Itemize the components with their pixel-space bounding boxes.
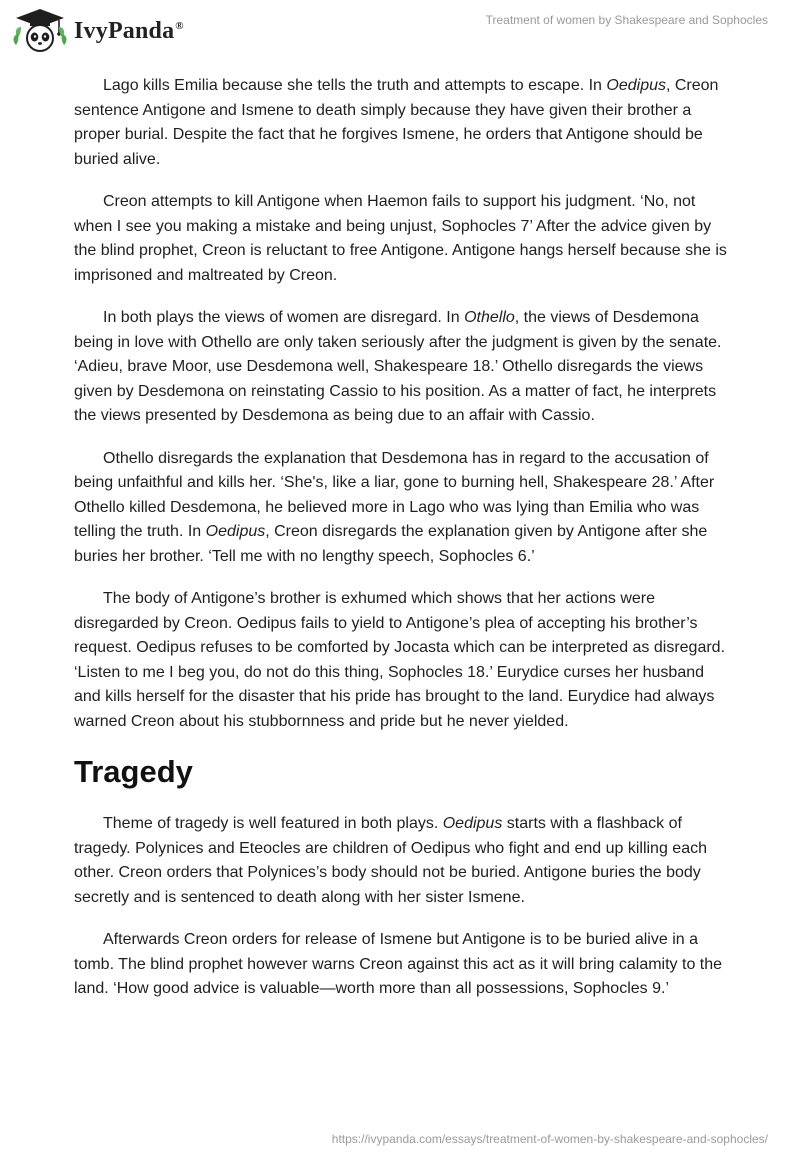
- paragraph: [74, 812, 734, 910]
- essay-body: [74, 74, 734, 1020]
- italic-title: Oedipus: [205, 523, 266, 540]
- paragraph: [74, 447, 734, 570]
- italic-title: Oedipus: [606, 77, 666, 94]
- paragraph: [74, 306, 734, 429]
- paragraph-text: , the views of Desdemona being in love with Othello are only taken seriously after the judgment is given by the senate. ‘Adieu, brave Moor, use Desdemona well, Shakespeare 18.’ Othello disregards the views given by Desdemona on reinstating Cassio to his position. As a matter of fact, he interprets the views presented by Desdemona as being due to an affair with Cassio.: [74, 309, 722, 424]
- paragraph-text: Theme of tragedy is well featured in both plays.: [103, 815, 443, 832]
- section-paragraphs: [74, 812, 734, 1002]
- brand-name: IvyPanda®: [74, 17, 184, 44]
- essay-paragraphs: [74, 74, 734, 734]
- document-title: Treatment of women by Shakespeare and Sophocles: [485, 13, 768, 27]
- paragraph-text: The body of Antigone’s brother is exhumed which shows that her actions were disregarded by Creon. Oedipus fails to yield to Antigone’s plea of accepting his brother’s request. Oedipus refuses to be comforted by Jocasta which can be interpreted as disregard. ‘Listen to me I beg you, do not do this thing, Sophocles 18.’ Eurydice curses her husband and kills herself for the disaster that his pride has brought to the land. Eurydice had always warned Creon about his stubbornness and pride but he never yielded.: [74, 590, 726, 730]
- paragraph-text: In both plays the views of women are disregard. In: [103, 309, 465, 326]
- paragraph-text: Creon attempts to kill Antigone when Haemon fails to support his judgment. ‘No, not when I see you making a mistake and being unjust, Sophocles 7’ After the advice given by the blind prophet, Creon is reluctant to free Antigone. Antigone hangs herself because she is imprisoned and maltreated by Creon.: [74, 193, 727, 284]
- brand-logo[interactable]: [12, 7, 184, 55]
- section-heading: Tragedy: [74, 754, 193, 789]
- source-url[interactable]: https://ivypanda.com/essays/treatment-of-women-by-shakespeare-and-sophocles/: [331, 1132, 768, 1146]
- paragraph-text: Afterwards Creon orders for release of Ismene but Antigone is to be buried alive in a tomb. The blind prophet however warns Creon against this act as it will bring calamity to the land. ‘How good advice is valuable—worth more than all possessions, Sophocles 9.’: [74, 931, 723, 997]
- paragraph-text: starts with a flashback of tragedy. Polynices and Eteocles are children of Oedipus who fight and end up killing each other. Creon orders that Polynices’s body should not be buried. Antigone buries the body secretly and is sentenced to death along with her sister Ismene.: [74, 815, 707, 906]
- paragraph-text: Lago kills Emilia because she tells the truth and attempts to escape. In: [103, 77, 607, 94]
- paragraph: [74, 74, 734, 172]
- italic-title: Othello: [464, 309, 515, 326]
- italic-title: Oedipus: [442, 815, 503, 832]
- paragraph: [74, 190, 734, 288]
- paragraph: [74, 928, 734, 1002]
- paragraph-text: , Creon disregards the explanation given by Antigone after she buries her brother. ‘Tell me with no lengthy speech, Sophocles 6.’: [74, 523, 708, 565]
- paragraph-text: , Creon sentence Antigone and Ismene to death simply because they have given their brother a proper burial. Despite the fact that he forgives Ismene, he orders that Antigone should be buried alive.: [74, 77, 719, 168]
- paragraph-text: Othello disregards the explanation that Desdemona has in regard to the accusation of being unfaithful and kills her. ‘She's, like a liar, gone to burning hell, Shakespeare 28.’ After Othello killed Desdemona, he believed more in Lago who was lying than Emilia who was telling the truth. In: [74, 449, 715, 540]
- panda-graduation-cap-icon: [12, 7, 68, 55]
- paragraph: [74, 587, 734, 734]
